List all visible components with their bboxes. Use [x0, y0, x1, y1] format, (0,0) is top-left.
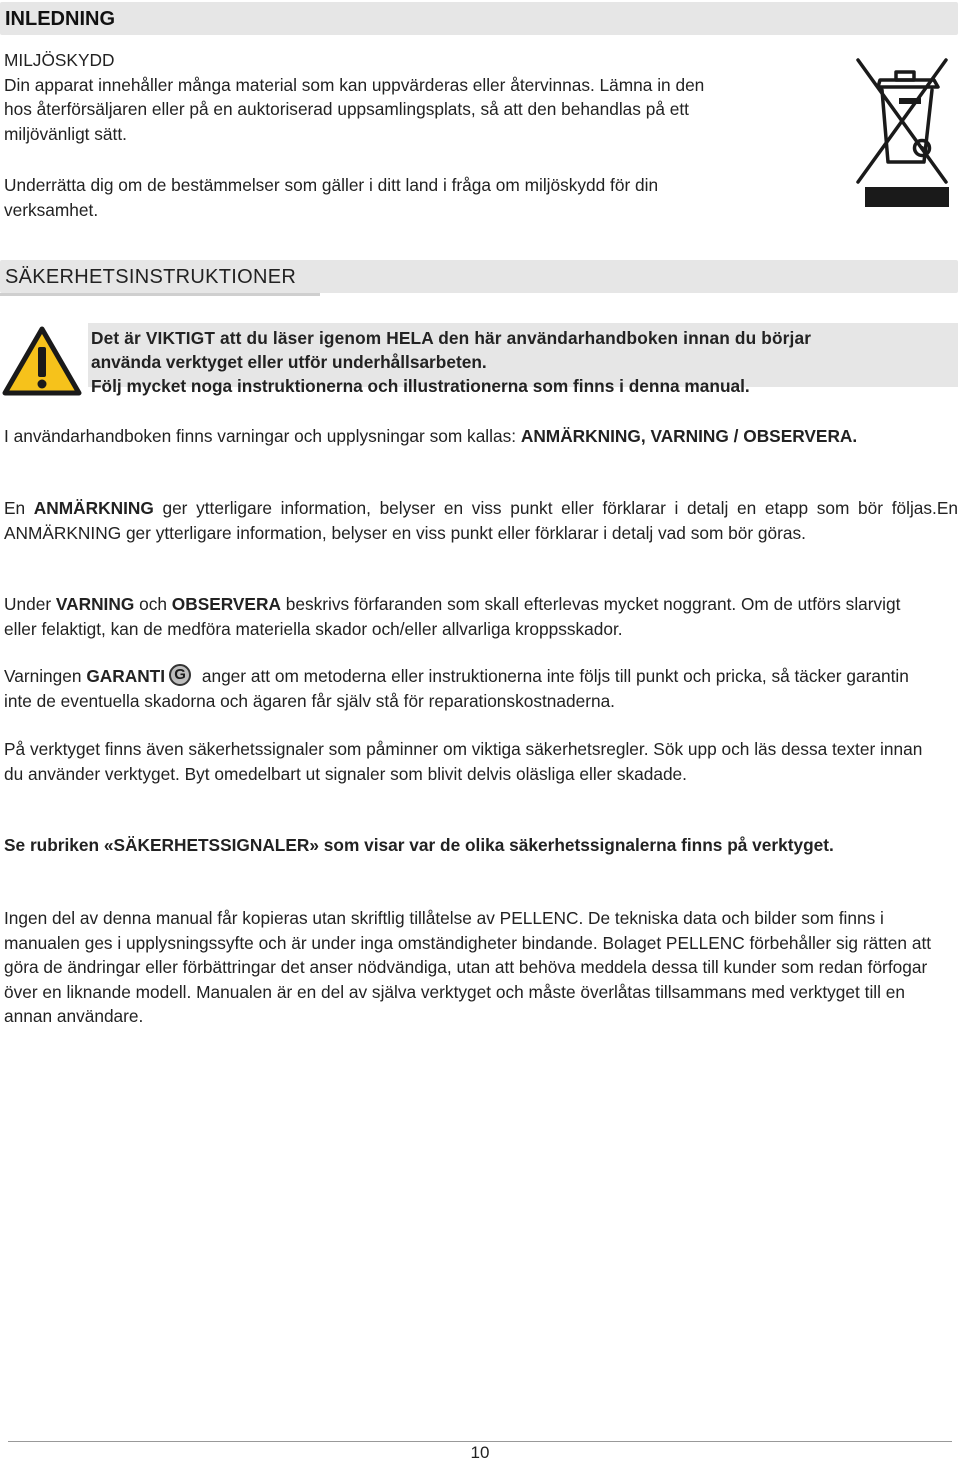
env-p2-line-2: verksamhet. [4, 199, 99, 220]
footer-rule [8, 1441, 952, 1442]
env-line-1: Din apparat innehåller många material som kan uppvärderas eller återvinnas. Lämna in den [4, 74, 705, 95]
safety-signals-reference: Se rubriken «SÄKERHETSSIGNALER» som visar var de olika säkerhetssignalerna finns på verktyget. [4, 835, 834, 855]
garanti-rest: anger att om metoderna eller instruktionerna inte följs till punkt och pricka, så täcker garantin inte de eventuella skadorna och ägaren får själv stå för reparationskostnaderna. [4, 666, 909, 711]
anmarkning-paragraph [4, 496, 958, 545]
anmarkning-rest: ger ytterligare information, belyser en viss punkt eller förklarar i detalj en etapp som bör följas.En ANMÄRKNING ger ytterligare information, belyser en viss punkt eller förklarar i detalj vad som bör göras. [4, 498, 958, 543]
anmarkning-bold: ANMÄRKNING [33, 498, 154, 518]
env-block [4, 48, 834, 146]
env-p2-line-1: Underrätta dig om de bestämmelser som gäller i ditt land i fråga om miljöskydd för din [4, 175, 659, 195]
warning-line-3: Följ mycket noga instruktionerna och illustrationerna som finns i denna manual. [91, 376, 750, 396]
notes-paragraph [4, 424, 864, 449]
page-number: 10 [470, 1443, 490, 1462]
env-title: MILJÖSKYDD [4, 50, 115, 70]
garanti-bold: GARANTI [86, 666, 166, 686]
notes-bold-terms: ANMÄRKNING, VARNING / OBSERVERA. [520, 426, 858, 446]
section-heading-sakerhetsinstruktioner: SÄKERHETSINSTRUKTIONER [5, 266, 297, 288]
crossed-out-wheelie-bin-icon [852, 54, 952, 210]
section-heading-inledning: INLEDNING [5, 8, 115, 30]
warning-triangle-icon [2, 325, 82, 397]
safety-signals-paragraph: På verktyget finns även säkerhetssignaler som påminner om viktiga säkerhetsregler. Sök upp och läs dessa texter innan du använder verktyget. Byt omedelbart ut signaler som blivit delvis oläsliga eller skadade. [4, 739, 923, 784]
warning-line-2: använda verktyget eller utför underhållsarbeten. [91, 352, 487, 372]
copyright-paragraph: Ingen del av denna manual får kopieras utan skriftlig tillåtelse av PELLENC. De tekniska data och bilder som finns i manualen ges i upplysningssyfte och är under inga omständigheter bindande. Bolaget PELLENC förbehåller sig rätten att göra de ändringar eller förbättringar det anser nödvändiga, utan att behöva meddela dessa till kunder som redan förfogar över en liknande modell. Manualen är en del av själva verktyget och måste överlåtas tillsammans med verktyget till en annan användare. [4, 908, 932, 1026]
garanti-pre: Varningen [4, 666, 87, 686]
env-paragraph-2 [4, 173, 834, 222]
anmarkning-pre: En [4, 498, 34, 518]
varning-rest: beskrivs förfaranden som skall efterlevas mycket noggrant. Om de utförs slarvigt eller felaktigt, kan de medföra materiella skador och/eller allvarliga kroppsskador. [4, 594, 901, 639]
section-header-band [0, 2, 958, 35]
varning-mid: och [134, 594, 172, 614]
env-line-3: miljövänligt sätt. [4, 123, 127, 144]
observera-bold: OBSERVERA [171, 594, 281, 614]
garanti-g-icon [169, 664, 191, 686]
warning-text-block [91, 326, 958, 398]
warning-line-1: Det är VIKTIGT att du läser igenom HELA den här användarhandboken innan du börjar [91, 328, 812, 348]
varning-paragraph [4, 592, 934, 641]
notes-text: I användarhandboken finns varningar och upplysningar som kallas: [4, 426, 521, 446]
env-line-2: hos återförsäljaren eller på en auktoriserad uppsamlingsplats, så att den behandlas på ett [4, 99, 689, 119]
varning-pre: Under [4, 594, 56, 614]
varning-bold: VARNING [55, 594, 135, 614]
garanti-paragraph [4, 664, 934, 713]
garanti-icon-letter: G [174, 666, 186, 683]
safety-header-underline [0, 293, 320, 296]
